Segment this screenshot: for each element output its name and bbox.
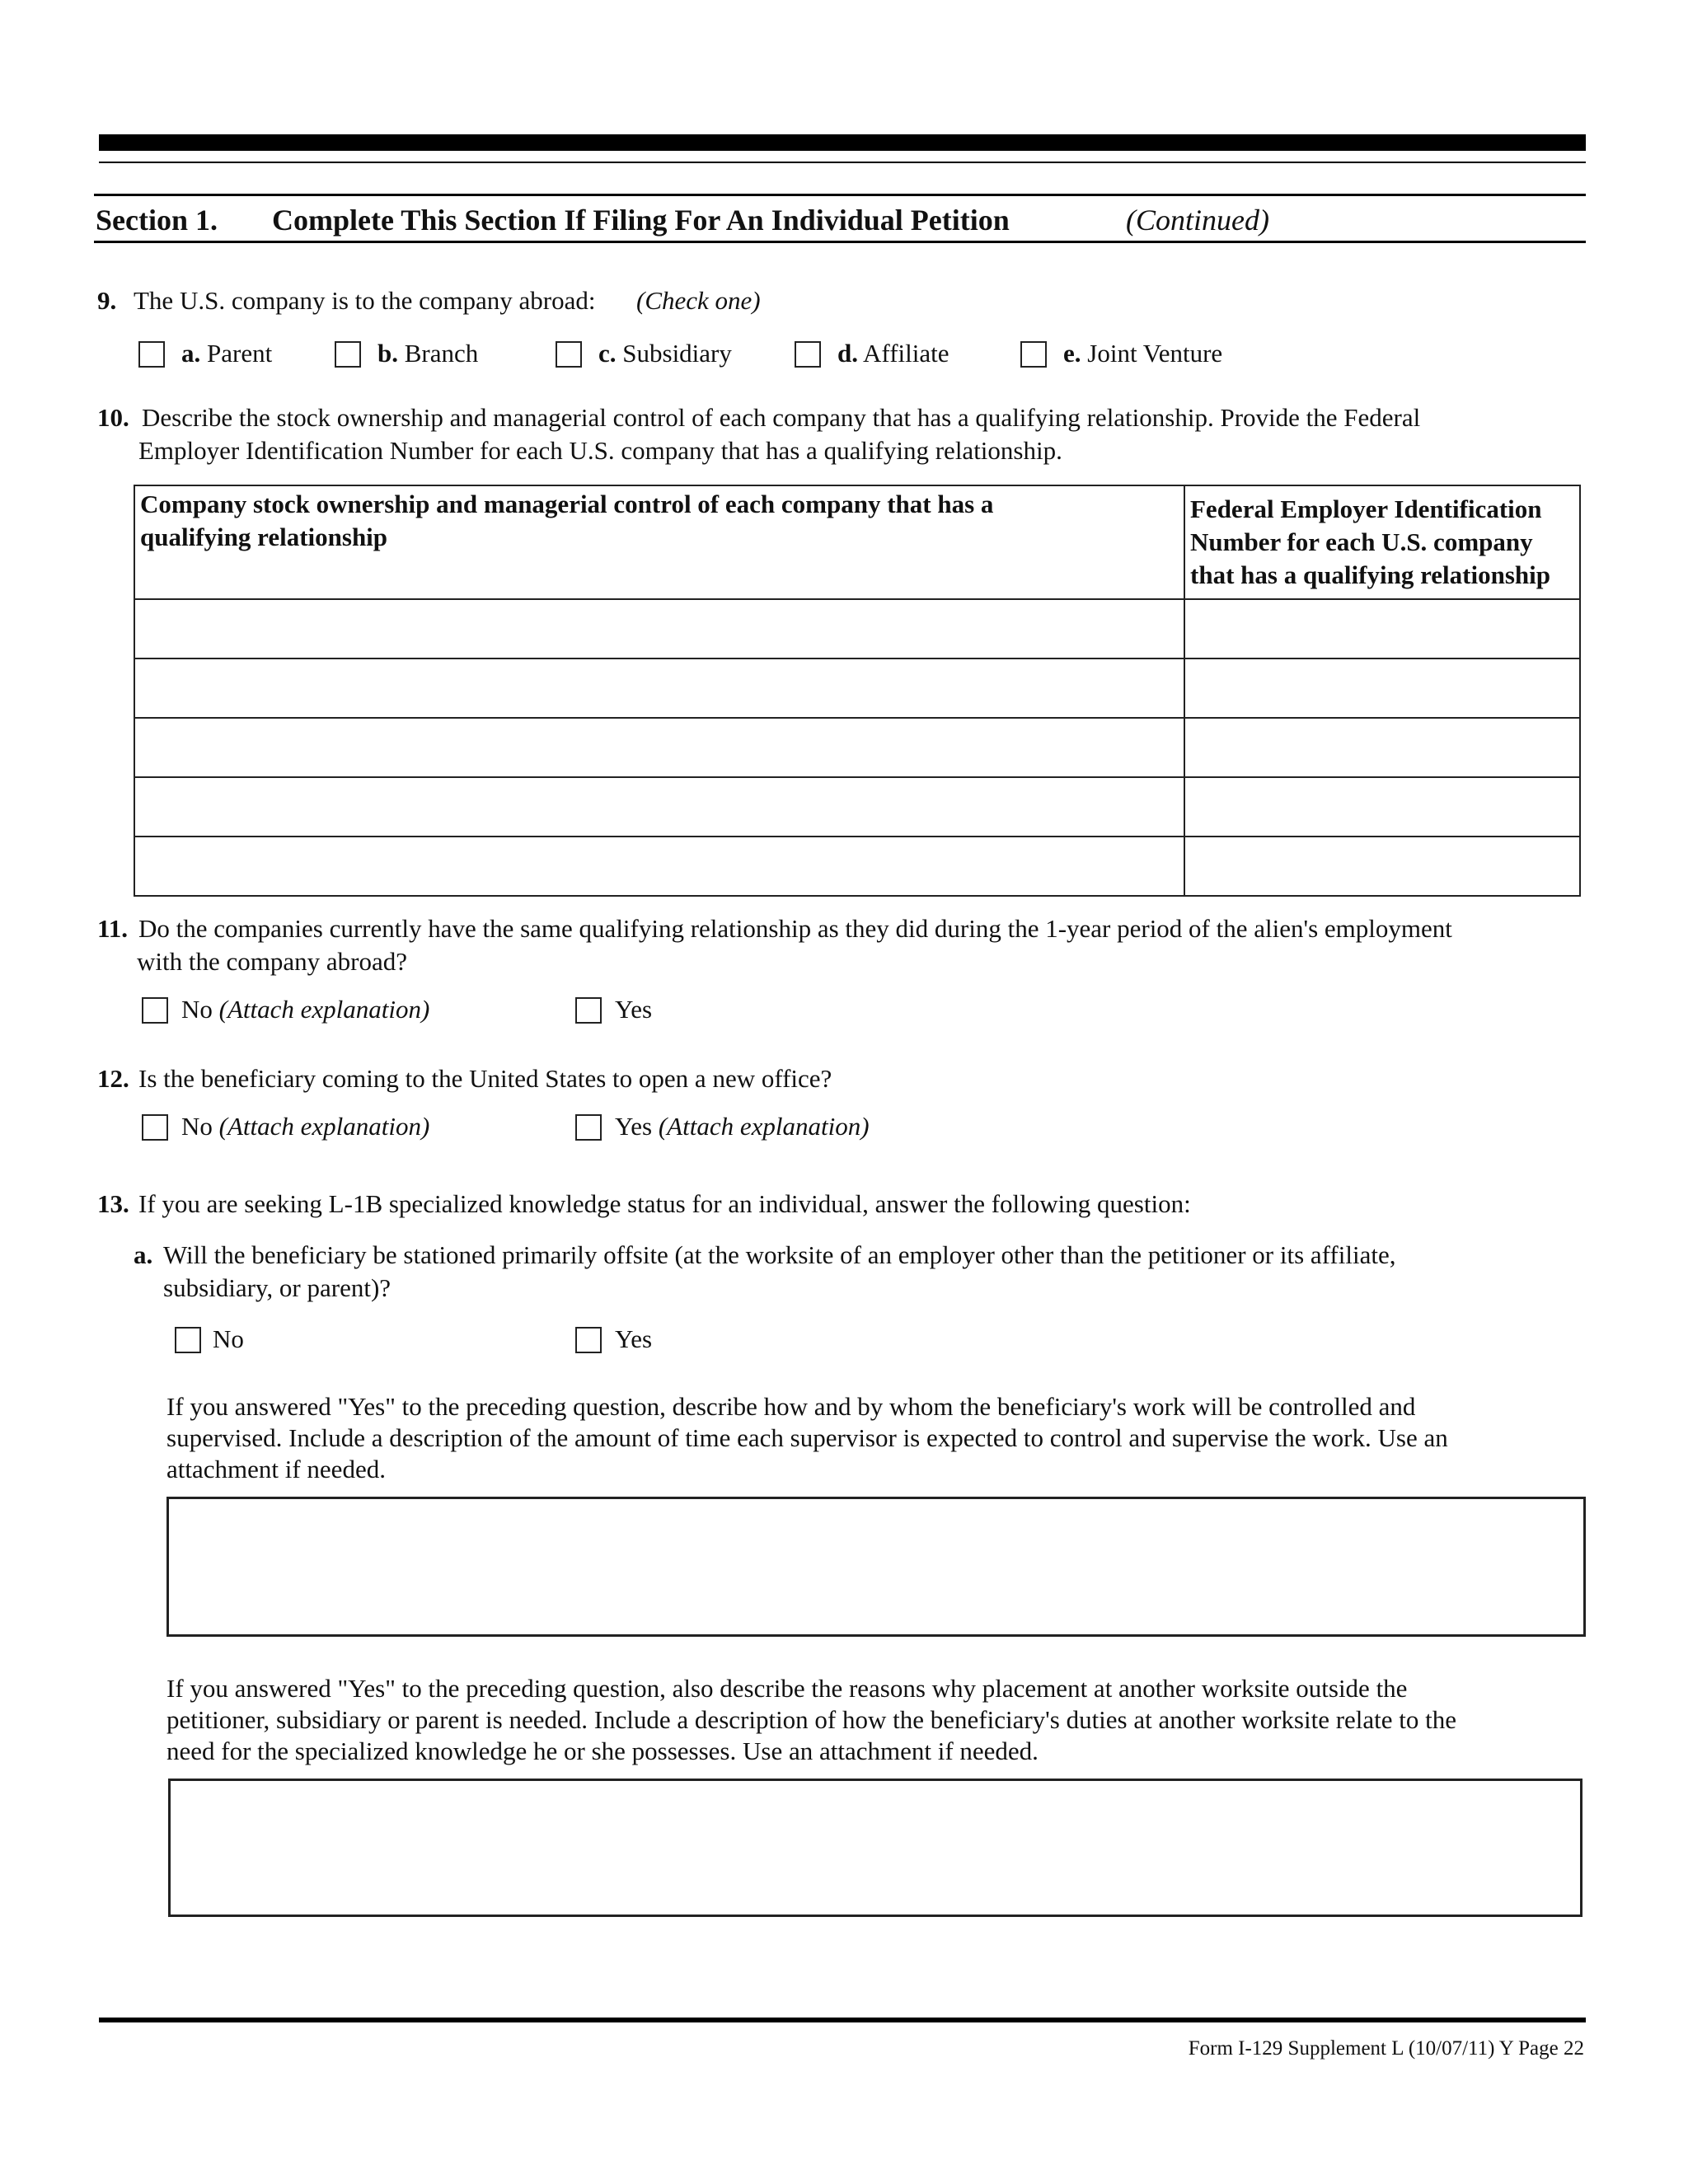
placement-reasons-field[interactable]: [168, 1779, 1582, 1917]
q9-parent-letter: a.: [181, 339, 201, 368]
q9-parent-label: Parent: [207, 339, 273, 368]
q9-joint-venture-option: [1063, 338, 1222, 369]
q11-no-hint: (Attach explanation): [218, 995, 430, 1024]
ownership-cell[interactable]: [134, 718, 1184, 777]
section-bottom-rule: [94, 241, 1586, 243]
fein-col-header-line2: Number for each U.S. company: [1190, 527, 1533, 556]
q9-affiliate-label: Affiliate: [863, 339, 950, 368]
q11-number: 11.: [97, 914, 129, 943]
q11-yes-option: Yes: [615, 995, 653, 1024]
q9-joint-venture-letter: e.: [1063, 339, 1081, 368]
q13a-line1: Will the beneficiary be stationed primarily offsite (at the worksite of an employer other than the petitioner or its affiliate,: [163, 1240, 1396, 1269]
ownership-col-header: [134, 485, 1184, 599]
q11-line2: with the company abroad?: [137, 947, 407, 976]
fein-cell[interactable]: [1184, 658, 1580, 718]
fein-cell[interactable]: [1184, 718, 1580, 777]
ownership-cell[interactable]: [134, 777, 1184, 837]
q12-yes-hint: (Attach explanation): [658, 1112, 870, 1141]
q9-number: 9.: [97, 286, 117, 315]
q10-line2: Employer Identification Number for each U.S. company that has a qualifying relationship.: [138, 436, 1062, 465]
fein-cell[interactable]: [1184, 599, 1580, 658]
q13a-yes-checkbox[interactable]: [575, 1327, 602, 1353]
q12-yes-option: [615, 1111, 870, 1142]
q13-supervision-line3: attachment if needed.: [166, 1455, 386, 1483]
q12-number: 12.: [97, 1064, 129, 1093]
q12-no-option: [181, 1111, 429, 1142]
q11-line1: Do the companies currently have the same qualifying relationship as they did during the 1-year period of the alien's employment: [138, 914, 1452, 943]
supervision-description-field[interactable]: [166, 1497, 1586, 1637]
q9-hint: (Check one): [636, 286, 761, 315]
header-thin-rule: [99, 162, 1586, 163]
q11-no-option: [181, 994, 429, 1025]
fein-col-header-line3: that has a qualifying relationship: [1190, 560, 1550, 589]
q9-subsidiary-letter: c.: [598, 339, 617, 368]
q13a-yes-option: Yes: [615, 1324, 653, 1353]
q10-number: 10.: [97, 403, 129, 432]
q12-yes-label: Yes: [615, 1112, 653, 1141]
q12-no-hint: (Attach explanation): [218, 1112, 430, 1141]
q13a-letter: a.: [134, 1240, 153, 1269]
q9-text: The U.S. company is to the company abroad:: [134, 286, 596, 315]
q12-no-label: No: [181, 1112, 213, 1141]
q9-joint-venture-label: Joint Venture: [1087, 339, 1223, 368]
q9-joint-venture-checkbox[interactable]: [1020, 341, 1047, 368]
section-title: Complete This Section If Filing For An Individual Petition: [272, 204, 1010, 237]
q9-branch-checkbox[interactable]: [335, 341, 361, 368]
ownership-col-header-line1: Company stock ownership and managerial control of each company that has a: [140, 490, 994, 518]
ownership-col-header-line2: qualifying relationship: [140, 523, 388, 551]
q11-no-checkbox[interactable]: [142, 997, 168, 1024]
footer-form-id: Form I-129 Supplement L (10/07/11) Y Page 22: [1188, 2037, 1584, 2060]
q13-supervision-line2: supervised. Include a description of the amount of time each supervisor is expected to control and supervise the work. Use an: [166, 1423, 1448, 1452]
q13-number: 13.: [97, 1189, 129, 1218]
section-continued: (Continued): [1126, 204, 1269, 237]
fein-col-header: [1184, 485, 1580, 599]
q13-placement-line1: If you answered "Yes" to the preceding question, also describe the reasons why placement at another worksite outside the: [166, 1674, 1408, 1703]
q9-branch-letter: b.: [377, 339, 398, 368]
q13-placement-line2: petitioner, subsidiary or parent is needed. Include a description of how the beneficiary's duties at another worksite relate to the: [166, 1705, 1457, 1734]
q12-text: Is the beneficiary coming to the United States to open a new office?: [138, 1064, 832, 1093]
q9-subsidiary-label: Subsidiary: [622, 339, 732, 368]
q9-branch-label: Branch: [404, 339, 479, 368]
q12-no-checkbox[interactable]: [142, 1114, 168, 1141]
q13a-no-option: No: [213, 1324, 244, 1353]
q9-affiliate-letter: d.: [837, 339, 858, 368]
fein-col-header-line1: Federal Employer Identification: [1190, 494, 1542, 523]
section-label: Section 1.: [96, 204, 218, 237]
q11-yes-checkbox[interactable]: [575, 997, 602, 1024]
ownership-cell[interactable]: [134, 599, 1184, 658]
q9-subsidiary-checkbox[interactable]: [556, 341, 582, 368]
footer-rule: [99, 2018, 1586, 2022]
fein-cell[interactable]: [1184, 777, 1580, 837]
q13-supervision-line1: If you answered "Yes" to the preceding question, describe how and by whom the beneficiary's work will be controlled and: [166, 1392, 1416, 1421]
q11-no-label: No: [181, 995, 213, 1024]
q12-yes-checkbox[interactable]: [575, 1114, 602, 1141]
q13a-no-checkbox[interactable]: [175, 1327, 201, 1353]
q9-affiliate-option: [837, 338, 950, 369]
fein-cell[interactable]: [1184, 837, 1580, 896]
q9-subsidiary-option: [598, 338, 732, 369]
section-top-rule: [94, 194, 1586, 196]
header-thick-rule: [99, 134, 1586, 151]
q9-parent-checkbox[interactable]: [138, 341, 165, 368]
q9-branch-option: [377, 338, 478, 369]
q9-affiliate-checkbox[interactable]: [795, 341, 821, 368]
q13-text: If you are seeking L-1B specialized knowledge status for an individual, answer the following question:: [138, 1189, 1191, 1218]
ownership-cell[interactable]: [134, 658, 1184, 718]
q13a-line2: subsidiary, or parent)?: [163, 1273, 392, 1302]
ownership-cell[interactable]: [134, 837, 1184, 896]
q9-parent-option: [181, 338, 272, 369]
q10-line1: Describe the stock ownership and managerial control of each company that has a qualifying relationship. Provide the Federal: [142, 403, 1421, 432]
q13-placement-line3: need for the specialized knowledge he or she possesses. Use an attachment if needed.: [166, 1736, 1039, 1765]
ownership-table: [134, 485, 1581, 897]
